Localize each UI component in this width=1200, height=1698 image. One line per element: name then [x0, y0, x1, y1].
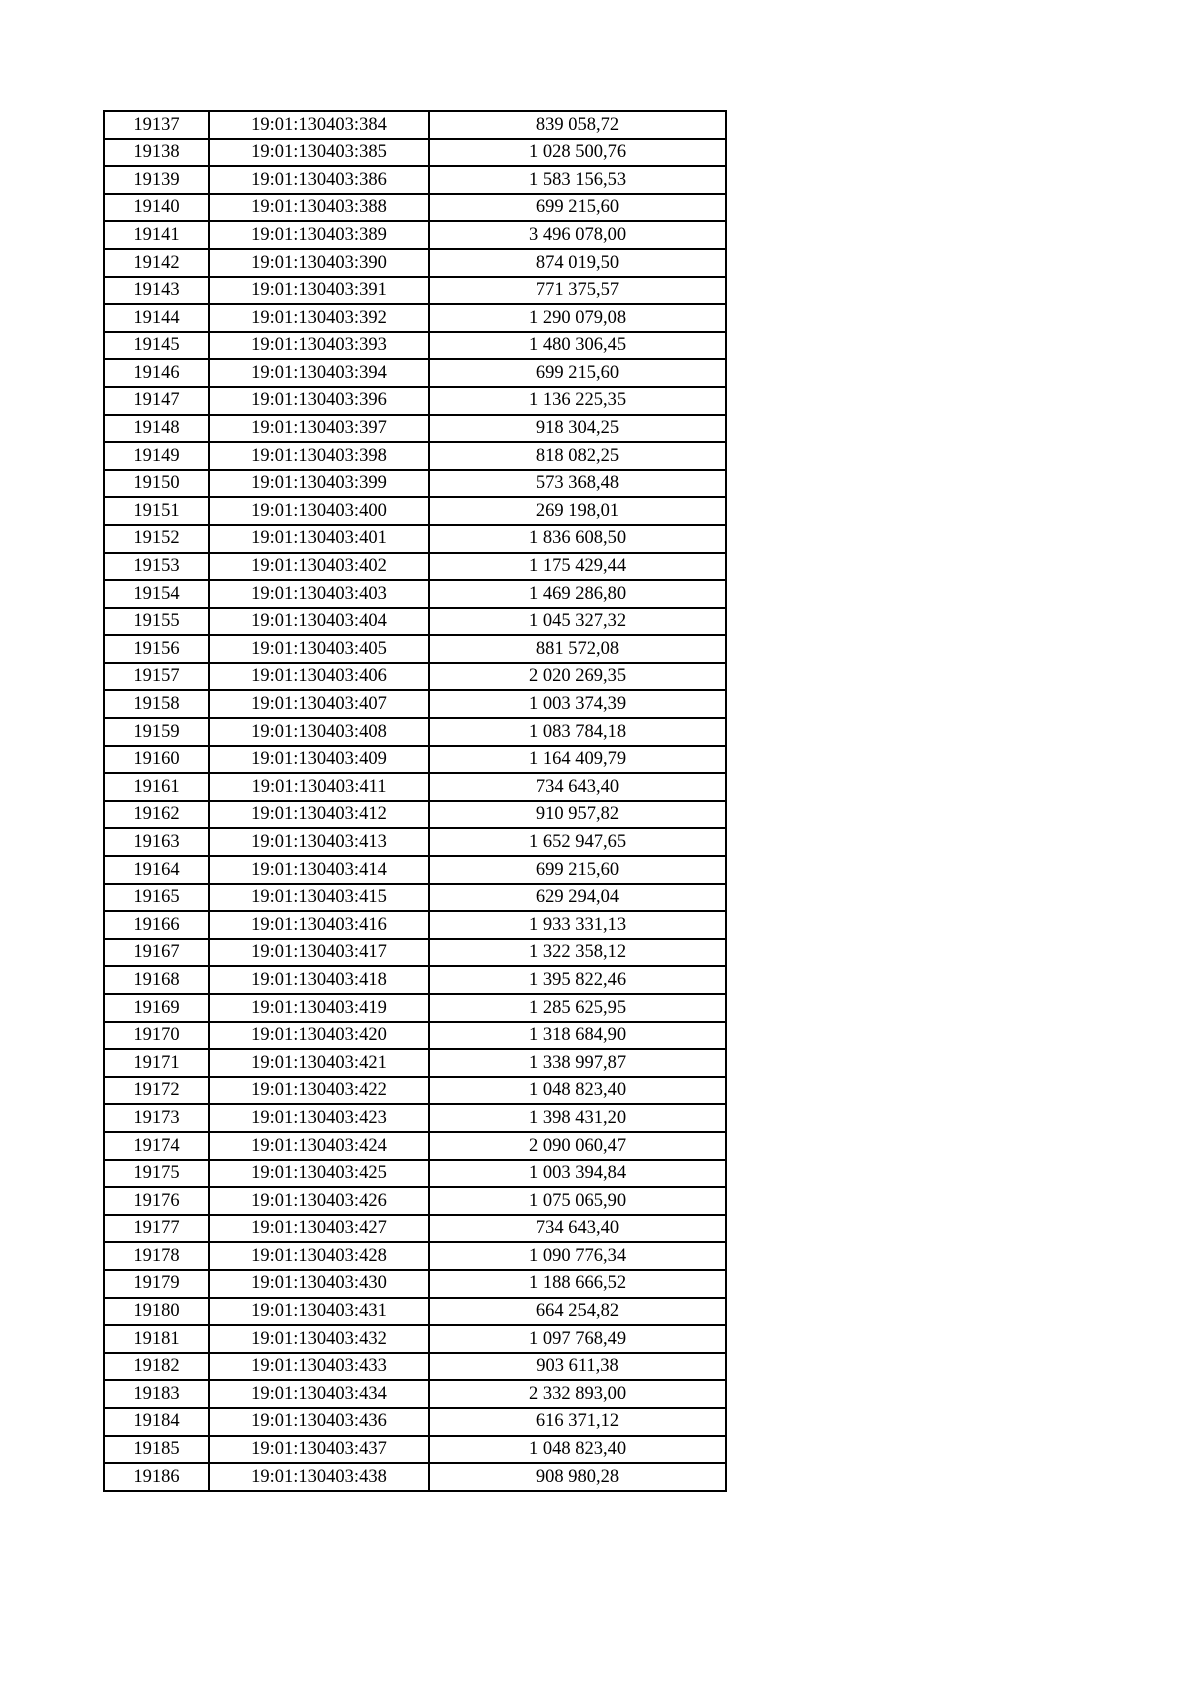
- cadastral-number-cell: 19:01:130403:425: [209, 1160, 429, 1188]
- cadastral-number-cell: 19:01:130403:437: [209, 1436, 429, 1464]
- cadastral-number-cell: 19:01:130403:386: [209, 166, 429, 194]
- row-number-cell: 19145: [104, 332, 209, 360]
- row-number-cell: 19168: [104, 966, 209, 994]
- cadastral-number-cell: 19:01:130403:413: [209, 828, 429, 856]
- cadastral-number-cell: 19:01:130403:391: [209, 277, 429, 305]
- row-number-cell: 19173: [104, 1104, 209, 1132]
- value-cell: 1 048 823,40: [429, 1077, 726, 1105]
- value-cell: 269 198,01: [429, 497, 726, 525]
- cadastral-number-cell: 19:01:130403:403: [209, 580, 429, 608]
- value-cell: 1 338 997,87: [429, 1049, 726, 1077]
- value-cell: 818 082,25: [429, 442, 726, 470]
- table-row: [104, 690, 726, 718]
- table-row: [104, 580, 726, 608]
- table-row: [104, 1353, 726, 1381]
- cadastral-number-cell: 19:01:130403:392: [209, 304, 429, 332]
- table-row: [104, 663, 726, 691]
- row-number-cell: 19164: [104, 856, 209, 884]
- row-number-cell: 19172: [104, 1077, 209, 1105]
- value-cell: 910 957,82: [429, 801, 726, 829]
- table-row: [104, 387, 726, 415]
- cadastral-number-cell: 19:01:130403:412: [209, 801, 429, 829]
- row-number-cell: 19180: [104, 1298, 209, 1326]
- table-row: [104, 1077, 726, 1105]
- value-cell: 664 254,82: [429, 1298, 726, 1326]
- table-row: [104, 470, 726, 498]
- row-number-cell: 19147: [104, 387, 209, 415]
- table-row: [104, 1215, 726, 1243]
- cadastral-number-cell: 19:01:130403:432: [209, 1325, 429, 1353]
- cadastral-number-cell: 19:01:130403:421: [209, 1049, 429, 1077]
- row-number-cell: 19144: [104, 304, 209, 332]
- cadastral-number-cell: 19:01:130403:419: [209, 994, 429, 1022]
- row-number-cell: 19165: [104, 884, 209, 912]
- row-number-cell: 19159: [104, 718, 209, 746]
- table-row: [104, 553, 726, 581]
- table-row: [104, 359, 726, 387]
- value-cell: 734 643,40: [429, 1215, 726, 1243]
- table-row: [104, 1187, 726, 1215]
- value-cell: 1 285 625,95: [429, 994, 726, 1022]
- value-cell: 839 058,72: [429, 111, 726, 139]
- row-number-cell: 19175: [104, 1160, 209, 1188]
- value-cell: 2 332 893,00: [429, 1380, 726, 1408]
- table-row: [104, 856, 726, 884]
- table-row: [104, 139, 726, 167]
- table-row: [104, 911, 726, 939]
- table-row: [104, 939, 726, 967]
- row-number-cell: 19177: [104, 1215, 209, 1243]
- table-row: [104, 1436, 726, 1464]
- value-cell: 699 215,60: [429, 359, 726, 387]
- value-cell: 1 097 768,49: [429, 1325, 726, 1353]
- table-row: [104, 1242, 726, 1270]
- value-cell: 1 322 358,12: [429, 939, 726, 967]
- value-cell: 881 572,08: [429, 635, 726, 663]
- row-number-cell: 19178: [104, 1242, 209, 1270]
- row-number-cell: 19171: [104, 1049, 209, 1077]
- cadastral-number-cell: 19:01:130403:415: [209, 884, 429, 912]
- table-row: [104, 1022, 726, 1050]
- row-number-cell: 19151: [104, 497, 209, 525]
- value-cell: 699 215,60: [429, 194, 726, 222]
- value-cell: 616 371,12: [429, 1408, 726, 1436]
- table-row: [104, 249, 726, 277]
- value-cell: 1 164 409,79: [429, 746, 726, 774]
- cadastral-number-cell: 19:01:130403:431: [209, 1298, 429, 1326]
- value-cell: 1 398 431,20: [429, 1104, 726, 1132]
- cadastral-number-cell: 19:01:130403:418: [209, 966, 429, 994]
- cadastral-number-cell: 19:01:130403:398: [209, 442, 429, 470]
- table-row: [104, 1049, 726, 1077]
- row-number-cell: 19161: [104, 773, 209, 801]
- cadastral-number-cell: 19:01:130403:394: [209, 359, 429, 387]
- cadastral-number-cell: 19:01:130403:399: [209, 470, 429, 498]
- table-row: [104, 773, 726, 801]
- row-number-cell: 19157: [104, 663, 209, 691]
- value-cell: 1 136 225,35: [429, 387, 726, 415]
- cadastral-number-cell: 19:01:130403:411: [209, 773, 429, 801]
- row-number-cell: 19163: [104, 828, 209, 856]
- table-row: [104, 194, 726, 222]
- row-number-cell: 19166: [104, 911, 209, 939]
- value-cell: 1 188 666,52: [429, 1270, 726, 1298]
- row-number-cell: 19179: [104, 1270, 209, 1298]
- cadastral-number-cell: 19:01:130403:402: [209, 553, 429, 581]
- table-row: [104, 718, 726, 746]
- cadastral-number-cell: 19:01:130403:438: [209, 1463, 429, 1491]
- table-row: [104, 1463, 726, 1491]
- cadastral-number-cell: 19:01:130403:397: [209, 415, 429, 443]
- table-row: [104, 111, 726, 139]
- row-number-cell: 19186: [104, 1463, 209, 1491]
- row-number-cell: 19141: [104, 221, 209, 249]
- cadastral-number-cell: 19:01:130403:400: [209, 497, 429, 525]
- table-row: [104, 1408, 726, 1436]
- table-row: [104, 1104, 726, 1132]
- row-number-cell: 19183: [104, 1380, 209, 1408]
- table-row: [104, 746, 726, 774]
- cadastral-number-cell: 19:01:130403:406: [209, 663, 429, 691]
- row-number-cell: 19158: [104, 690, 209, 718]
- table-row: [104, 1325, 726, 1353]
- table-row: [104, 828, 726, 856]
- cadastral-number-cell: 19:01:130403:433: [209, 1353, 429, 1381]
- cadastral-number-cell: 19:01:130403:417: [209, 939, 429, 967]
- value-cell: 1 075 065,90: [429, 1187, 726, 1215]
- value-cell: 3 496 078,00: [429, 221, 726, 249]
- table-row: [104, 801, 726, 829]
- cadastral-number-cell: 19:01:130403:426: [209, 1187, 429, 1215]
- cadastral-number-cell: 19:01:130403:416: [209, 911, 429, 939]
- table-row: [104, 221, 726, 249]
- value-cell: 629 294,04: [429, 884, 726, 912]
- row-number-cell: 19160: [104, 746, 209, 774]
- table-body: [104, 111, 726, 1491]
- row-number-cell: 19154: [104, 580, 209, 608]
- row-number-cell: 19150: [104, 470, 209, 498]
- row-number-cell: 19148: [104, 415, 209, 443]
- cadastral-number-cell: 19:01:130403:407: [209, 690, 429, 718]
- table-row: [104, 1132, 726, 1160]
- value-cell: 908 980,28: [429, 1463, 726, 1491]
- cadastral-number-cell: 19:01:130403:427: [209, 1215, 429, 1243]
- value-cell: 1 290 079,08: [429, 304, 726, 332]
- row-number-cell: 19167: [104, 939, 209, 967]
- row-number-cell: 19162: [104, 801, 209, 829]
- value-cell: 1 048 823,40: [429, 1436, 726, 1464]
- cadastral-number-cell: 19:01:130403:396: [209, 387, 429, 415]
- value-cell: 903 611,38: [429, 1353, 726, 1381]
- table-row: [104, 497, 726, 525]
- value-cell: 734 643,40: [429, 773, 726, 801]
- row-number-cell: 19170: [104, 1022, 209, 1050]
- cadastral-number-cell: 19:01:130403:390: [209, 249, 429, 277]
- value-cell: 573 368,48: [429, 470, 726, 498]
- table-row: [104, 966, 726, 994]
- value-cell: 1 836 608,50: [429, 525, 726, 553]
- cadastral-number-cell: 19:01:130403:436: [209, 1408, 429, 1436]
- table-row: [104, 884, 726, 912]
- table-row: [104, 277, 726, 305]
- row-number-cell: 19152: [104, 525, 209, 553]
- row-number-cell: 19185: [104, 1436, 209, 1464]
- value-cell: 2 020 269,35: [429, 663, 726, 691]
- value-cell: 1 318 684,90: [429, 1022, 726, 1050]
- value-cell: 1 933 331,13: [429, 911, 726, 939]
- cadastral-number-cell: 19:01:130403:430: [209, 1270, 429, 1298]
- row-number-cell: 19153: [104, 553, 209, 581]
- cadastral-number-cell: 19:01:130403:405: [209, 635, 429, 663]
- row-number-cell: 19139: [104, 166, 209, 194]
- value-cell: 1 652 947,65: [429, 828, 726, 856]
- cadastral-number-cell: 19:01:130403:424: [209, 1132, 429, 1160]
- table-row: [104, 525, 726, 553]
- value-cell: 1 003 374,39: [429, 690, 726, 718]
- value-cell: 1 469 286,80: [429, 580, 726, 608]
- row-number-cell: 19184: [104, 1408, 209, 1436]
- table-row: [104, 1270, 726, 1298]
- cadastral-number-cell: 19:01:130403:409: [209, 746, 429, 774]
- cadastral-number-cell: 19:01:130403:393: [209, 332, 429, 360]
- table-row: [104, 1160, 726, 1188]
- row-number-cell: 19181: [104, 1325, 209, 1353]
- table-row: [104, 415, 726, 443]
- table-row: [104, 608, 726, 636]
- cadastral-number-cell: 19:01:130403:388: [209, 194, 429, 222]
- cadastral-number-cell: 19:01:130403:404: [209, 608, 429, 636]
- table-row: [104, 635, 726, 663]
- row-number-cell: 19146: [104, 359, 209, 387]
- row-number-cell: 19169: [104, 994, 209, 1022]
- cadastral-number-cell: 19:01:130403:389: [209, 221, 429, 249]
- table-row: [104, 304, 726, 332]
- cadastral-number-cell: 19:01:130403:385: [209, 139, 429, 167]
- value-cell: 1 583 156,53: [429, 166, 726, 194]
- row-number-cell: 19156: [104, 635, 209, 663]
- cadastral-number-cell: 19:01:130403:428: [209, 1242, 429, 1270]
- cadastral-value-table: [103, 110, 727, 1492]
- table-row: [104, 1298, 726, 1326]
- row-number-cell: 19140: [104, 194, 209, 222]
- row-number-cell: 19182: [104, 1353, 209, 1381]
- table-row: [104, 1380, 726, 1408]
- cadastral-number-cell: 19:01:130403:401: [209, 525, 429, 553]
- value-cell: 1 083 784,18: [429, 718, 726, 746]
- value-cell: 918 304,25: [429, 415, 726, 443]
- table-row: [104, 332, 726, 360]
- row-number-cell: 19155: [104, 608, 209, 636]
- value-cell: 699 215,60: [429, 856, 726, 884]
- cadastral-number-cell: 19:01:130403:434: [209, 1380, 429, 1408]
- value-cell: 1 395 822,46: [429, 966, 726, 994]
- cadastral-number-cell: 19:01:130403:414: [209, 856, 429, 884]
- cadastral-number-cell: 19:01:130403:384: [209, 111, 429, 139]
- value-cell: 771 375,57: [429, 277, 726, 305]
- value-cell: 1 045 327,32: [429, 608, 726, 636]
- value-cell: 1 003 394,84: [429, 1160, 726, 1188]
- row-number-cell: 19149: [104, 442, 209, 470]
- cadastral-number-cell: 19:01:130403:408: [209, 718, 429, 746]
- row-number-cell: 19137: [104, 111, 209, 139]
- cadastral-number-cell: 19:01:130403:420: [209, 1022, 429, 1050]
- table-row: [104, 994, 726, 1022]
- row-number-cell: 19143: [104, 277, 209, 305]
- row-number-cell: 19176: [104, 1187, 209, 1215]
- cadastral-number-cell: 19:01:130403:423: [209, 1104, 429, 1132]
- value-cell: 1 028 500,76: [429, 139, 726, 167]
- value-cell: 1 480 306,45: [429, 332, 726, 360]
- value-cell: 2 090 060,47: [429, 1132, 726, 1160]
- value-cell: 874 019,50: [429, 249, 726, 277]
- row-number-cell: 19142: [104, 249, 209, 277]
- table-row: [104, 166, 726, 194]
- value-cell: 1 090 776,34: [429, 1242, 726, 1270]
- value-cell: 1 175 429,44: [429, 553, 726, 581]
- table-row: [104, 442, 726, 470]
- row-number-cell: 19138: [104, 139, 209, 167]
- cadastral-number-cell: 19:01:130403:422: [209, 1077, 429, 1105]
- row-number-cell: 19174: [104, 1132, 209, 1160]
